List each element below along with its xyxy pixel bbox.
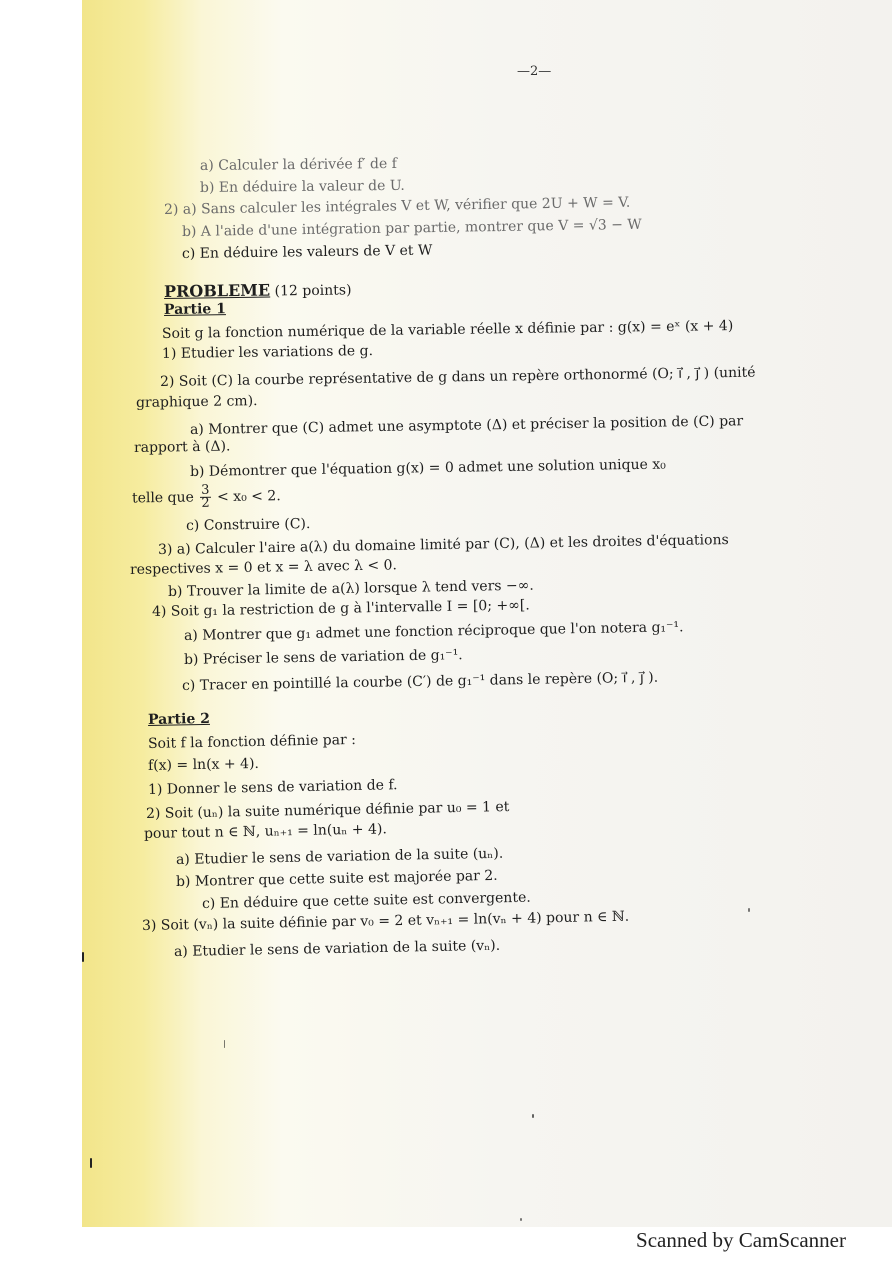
scan-speck: [90, 1158, 92, 1168]
partie-2-q1: 1) Donner le sens de variation de f.: [147, 777, 398, 798]
partie-1-q2a-cont: rapport à (Δ).: [133, 438, 231, 456]
partie-2-q2b: b) Montrer que cette suite est majorée par 2.: [175, 867, 498, 890]
partie-1-q4: 4) Soit g₁ la restriction de g à l'intervalle I = [0; +∞[.: [151, 597, 530, 620]
scan-speck: [82, 952, 84, 962]
scan-speck: [224, 1040, 225, 1048]
partie-2-q3a: a) Etudier le sens de variation de la suite (vₙ).: [173, 937, 501, 960]
partie-2-function: f(x) = ln(x + 4).: [147, 755, 260, 774]
fraction-denominator: 2: [201, 495, 210, 511]
problem-title: PROBLEME: [163, 280, 271, 301]
partie-1-q3b: b) Trouver la limite de a(λ) lorsque λ tend vers −∞.: [167, 577, 534, 600]
partie-2-intro: Soit f la fonction définie par :: [147, 732, 357, 752]
problem-heading: [164, 279, 352, 301]
scan-speck: [748, 908, 750, 912]
question-1b: b) En déduire la valeur de U.: [199, 177, 405, 196]
partie-1-q2: 2) Soit (C) la courbe représentative de g dans un repère orthonormé (O; i⃗ , j⃗ ) (unité: [159, 364, 756, 390]
partie-1-q3a: 3) a) Calculer l'aire a(λ) du domaine limité par (C), (Δ) et les droites d'équations: [157, 532, 729, 558]
partie-1-heading: Partie 1: [163, 301, 227, 318]
question-1a: a) Calculer la dérivée f′ de f: [199, 155, 397, 174]
scanner-watermark: Scanned by CamScanner: [636, 1228, 846, 1252]
partie-2-q2: 2) Soit (uₙ) la suite numérique définie par u₀ = 1 et: [145, 799, 510, 822]
partie-1-q4a: a) Montrer que g₁ admet une fonction réciproque que l'on notera g₁⁻¹.: [183, 619, 684, 644]
partie-2-q2-cont: pour tout n ∈ ℕ, uₙ₊₁ = ln(uₙ + 4).: [143, 821, 387, 842]
problem-points: (12 points): [274, 282, 352, 300]
question-2b: b) A l'aide d'une intégration par partie, montrer que V = √3 − W: [181, 216, 642, 240]
partie-2-heading: Partie 2: [147, 710, 211, 728]
fraction-three-halves: [200, 482, 211, 511]
telle-que-label: telle que: [131, 489, 194, 507]
partie-1-q2b: b) Démontrer que l'équation g(x) = 0 admet une solution unique x₀: [189, 456, 666, 480]
question-2a: 2) a) Sans calculer les intégrales V et W, vérifier que 2U + W = V.: [163, 194, 631, 218]
partie-1-q2-cont: graphique 2 cm).: [135, 393, 258, 411]
partie-2-q3: 3) Soit (vₙ) la suite définie par v₀ = 2 et vₙ₊₁ = ln(vₙ + 4) pour n ∈ ℕ.: [141, 908, 630, 934]
partie-1-q1: 1) Etudier les variations de g.: [161, 343, 374, 362]
question-2c: c) En déduire les valeurs de V et W: [181, 242, 433, 262]
partie-2-q2a: a) Etudier le sens de variation de la suite (uₙ).: [175, 845, 504, 868]
partie-1-q2c: c) Construire (C).: [185, 516, 311, 534]
partie-1-intro: Soit g la fonction numérique de la variable réelle x définie par : g(x) = eˣ (x + 4): [161, 318, 734, 342]
fraction-numerator: 3: [201, 482, 210, 498]
scanned-page: [82, 0, 892, 1227]
inequality-tail: < x₀ < 2.: [216, 488, 281, 506]
partie-1-q3a-cont: respectives x = 0 et x = λ avec λ < 0.: [129, 557, 398, 578]
partie-2-q2c: c) En déduire que cette suite est convergente.: [201, 889, 531, 912]
partie-1-q4b: b) Préciser le sens de variation de g₁⁻¹.: [183, 647, 463, 668]
partie-1-q2b-cont: [132, 484, 281, 511]
scan-speck: [520, 1218, 522, 1221]
partie-1-q4c: c) Tracer en pointillé la courbe (C′) de g₁⁻¹ dans le repère (O; i⃗ , j⃗ ).: [181, 669, 659, 694]
scan-speck: [532, 1114, 534, 1118]
page-number: —2—: [517, 64, 552, 79]
partie-1-q2a: a) Montrer que (C) admet une asymptote (Δ) et préciser la position de (C) par: [189, 413, 744, 438]
